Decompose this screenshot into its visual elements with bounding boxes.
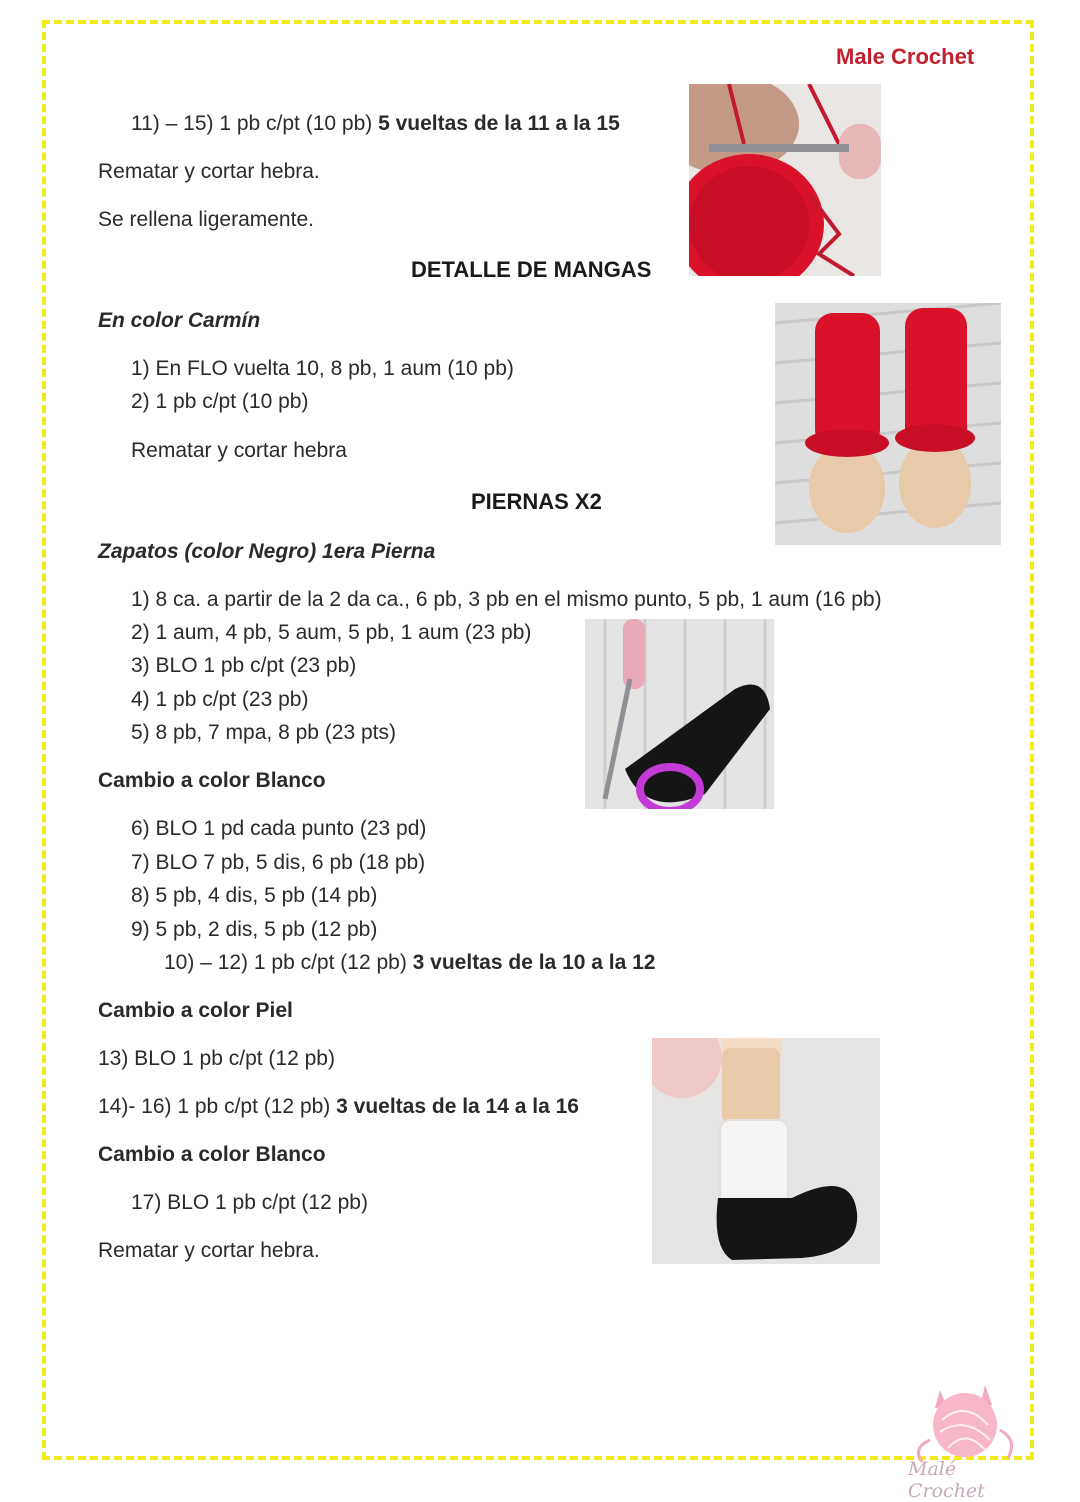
row-11-15 <box>131 111 620 137</box>
shoes-label: Zapatos (color Negro) 1era Pierna <box>98 540 436 563</box>
finish-text: Rematar y cortar hebra. <box>98 160 320 183</box>
leg-step-1: 1) 8 ca. a partir de la 2 da ca., 6 pb, 3 pb en el mismo punto, 5 pb, 1 aum (16 pb) <box>131 588 882 611</box>
logo-text: Malé Crochet <box>908 1458 985 1502</box>
male-crochet-logo <box>900 1370 1030 1502</box>
row-10-12-bold: 3 vueltas de la 10 a la 12 <box>412 951 656 974</box>
photo-arm-hook <box>689 84 881 276</box>
leg-step-5: 5) 8 pb, 7 mpa, 8 pb (23 pts) <box>131 721 396 744</box>
change-white-2: Cambio a color Blanco <box>98 1143 326 1166</box>
leg-step-6: 6) BLO 1 pd cada punto (23 pd) <box>131 817 427 840</box>
manga-step-1: 1) En FLO vuelta 10, 8 pb, 1 aum (10 pb) <box>131 357 514 380</box>
leg-step-4: 4) 1 pb c/pt (23 pb) <box>131 688 309 711</box>
leg-step-8: 8) 5 pb, 4 dis, 5 pb (14 pb) <box>131 884 378 907</box>
leg-finish: Rematar y cortar hebra. <box>98 1239 320 1262</box>
leg-step-3: 3) BLO 1 pb c/pt (23 pb) <box>131 654 357 677</box>
row-10-12-text: 10) – 12) 1 pb c/pt (12 pb) <box>164 951 407 974</box>
row-14-16 <box>98 1094 579 1120</box>
leg-step-9: 9) 5 pb, 2 dis, 5 pb (12 pb) <box>131 918 378 941</box>
manga-finish: Rematar y cortar hebra <box>131 439 347 462</box>
row-11-15-bold: 5 vueltas de la 11 a la 15 <box>378 112 620 135</box>
leg-step-2: 2) 1 aum, 4 pb, 5 aum, 5 pb, 1 aum (23 pb) <box>131 621 532 644</box>
color-carmin: En color Carmín <box>98 309 261 332</box>
stuff-text: Se rellena ligeramente. <box>98 208 314 231</box>
leg-step-7: 7) BLO 7 pb, 5 dis, 6 pb (18 pb) <box>131 851 426 874</box>
row-13: 13) BLO 1 pb c/pt (12 pb) <box>98 1047 335 1070</box>
heading-piernas: PIERNAS X2 <box>471 489 602 514</box>
row-17: 17) BLO 1 pb c/pt (12 pb) <box>131 1191 368 1214</box>
manga-step-2: 2) 1 pb c/pt (10 pb) <box>131 390 309 413</box>
photo-arms <box>775 303 1001 545</box>
row-11-15-text: 11) – 15) 1 pb c/pt (10 pb) <box>131 112 373 135</box>
change-skin: Cambio a color Piel <box>98 999 293 1022</box>
row-14-16-text: 14)- 16) 1 pb c/pt (12 pb) <box>98 1095 331 1118</box>
row-14-16-bold: 3 vueltas de la 14 a la 16 <box>336 1095 579 1118</box>
row-10-12 <box>164 950 655 976</box>
heading-mangas: DETALLE DE MANGAS <box>411 257 652 282</box>
photo-leg <box>652 1038 880 1264</box>
brand-header: Male Crochet <box>836 44 975 69</box>
change-white: Cambio a color Blanco <box>98 769 326 792</box>
photo-shoe <box>585 619 774 809</box>
